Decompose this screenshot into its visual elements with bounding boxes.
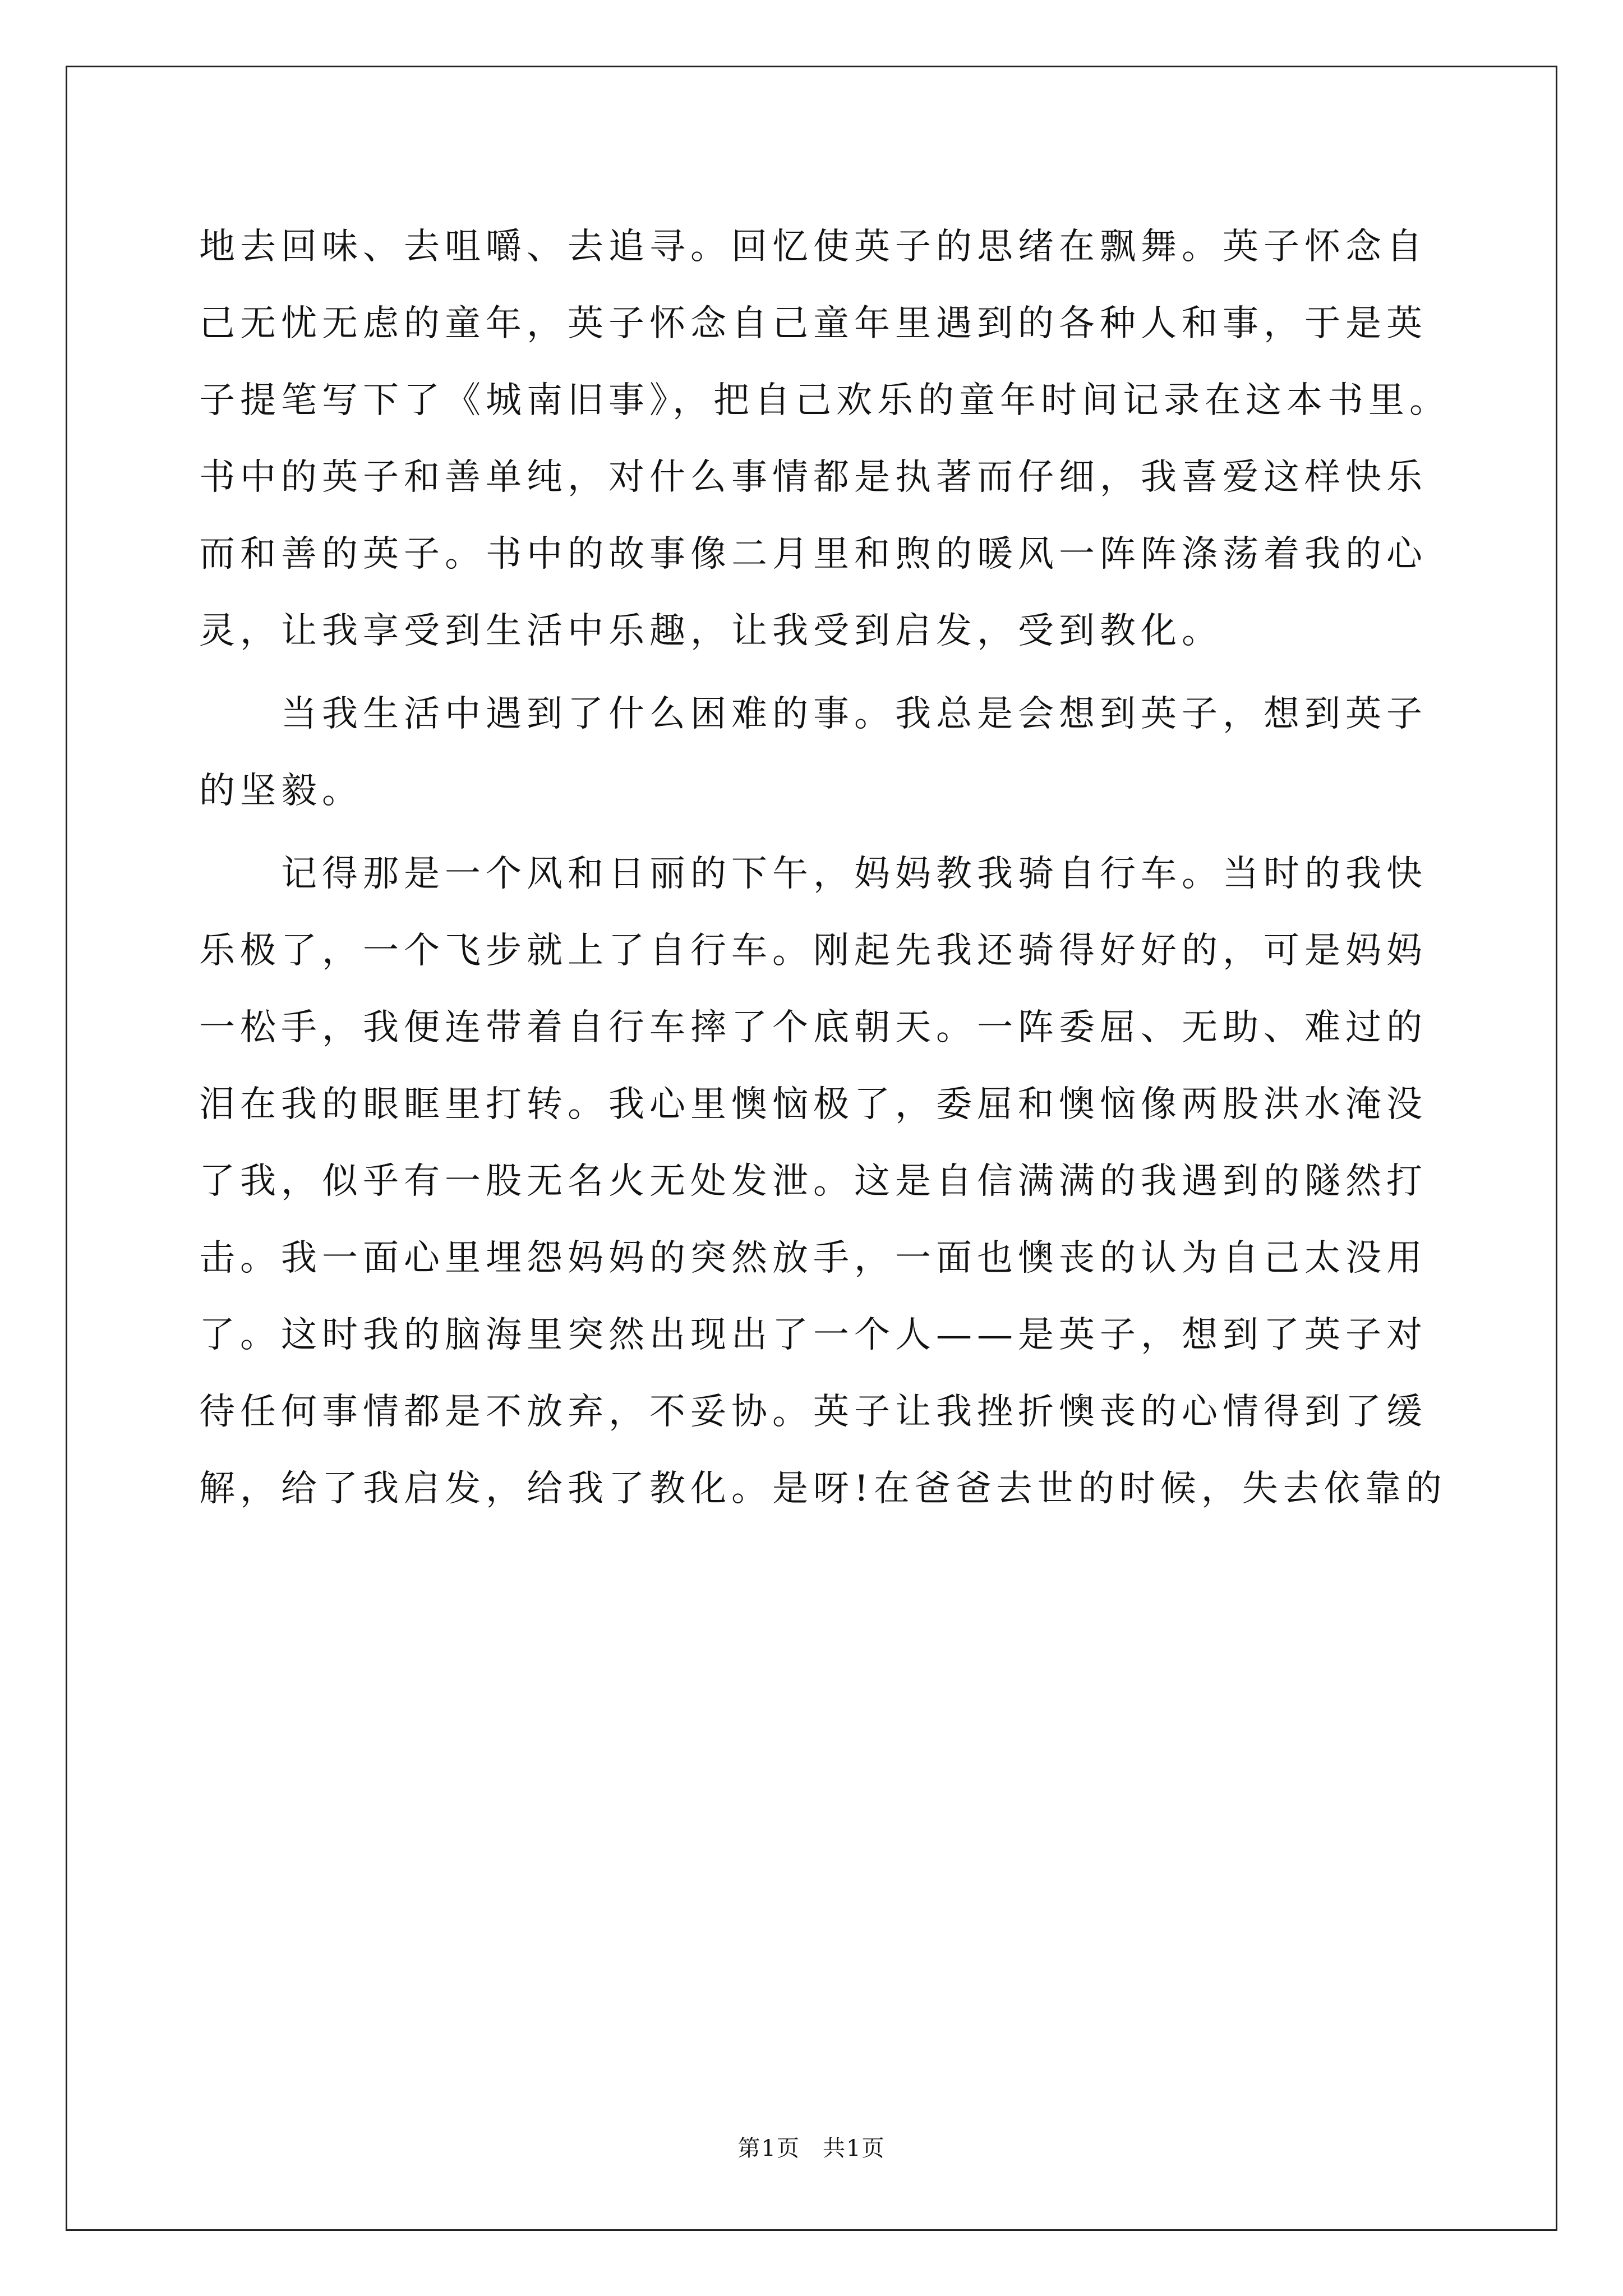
page-number: 第1页 xyxy=(737,2136,800,2161)
document-body xyxy=(199,209,1450,1527)
text-line: 地去回味、去咀嚼、去追寻。回忆使英子的思绪在飘舞。英子怀念自 xyxy=(199,226,1427,268)
text-line: 了。这时我的脑海里突然出现出了一个人——是英子，想到了英子对 xyxy=(199,1314,1427,1356)
page-footer xyxy=(0,2132,1623,2165)
text-line: 灵，让我享受到生活中乐趣，让我受到启发，受到教化。 xyxy=(199,610,1223,652)
paragraph-gap xyxy=(199,830,1444,836)
page-total: 共1页 xyxy=(823,2136,886,2161)
text-line: 击。我一面心里埋怨妈妈的突然放手，一面也懊丧的认为自己太没用 xyxy=(199,1237,1427,1279)
text-line: 待任何事情都是不放弃，不妥协。英子让我挫折懊丧的心情得到了缓 xyxy=(199,1391,1427,1433)
text-line: 解，给了我启发，给我了教化。是呀!在爸爸去世的时候，失去依靠的 xyxy=(199,1468,1447,1510)
text-line: 了我，似乎有一股无名火无处发泄。这是自信满满的我遇到的隧然打 xyxy=(199,1161,1427,1202)
text-line: 的坚毅。 xyxy=(199,770,363,812)
text-line: 己无忧无虑的童年，英子怀念自己童年里遇到的各种人和事，于是英 xyxy=(199,303,1427,344)
text-line: 子提笔写下了《城南旧事》，把自己欢乐的童年时间记录在这本书里。 xyxy=(199,380,1450,421)
text-line: 一松手，我便连带着自行车摔了个底朝天。一阵委屈、无助、难过的 xyxy=(199,1007,1427,1048)
text-line: 而和善的英子。书中的故事像二月里和煦的暖风一阵阵涤荡着我的心 xyxy=(199,533,1427,575)
text-line: 当我生活中遇到了什么困难的事。我总是会想到英子，想到英子 xyxy=(281,693,1427,735)
text-line: 乐极了，一个飞步就上了自行车。刚起先我还骑得好好的，可是妈妈 xyxy=(199,930,1427,972)
paragraph-gap xyxy=(199,670,1444,676)
text-line: 泪在我的眼眶里打转。我心里懊恼极了，委屈和懊恼像两股洪水淹没 xyxy=(199,1084,1427,1125)
text-line: 记得那是一个风和日丽的下午，妈妈教我骑自行车。当时的我快 xyxy=(281,853,1427,895)
text-line: 书中的英子和善单纯，对什么事情都是执著而仔细，我喜爱这样快乐 xyxy=(199,457,1427,498)
